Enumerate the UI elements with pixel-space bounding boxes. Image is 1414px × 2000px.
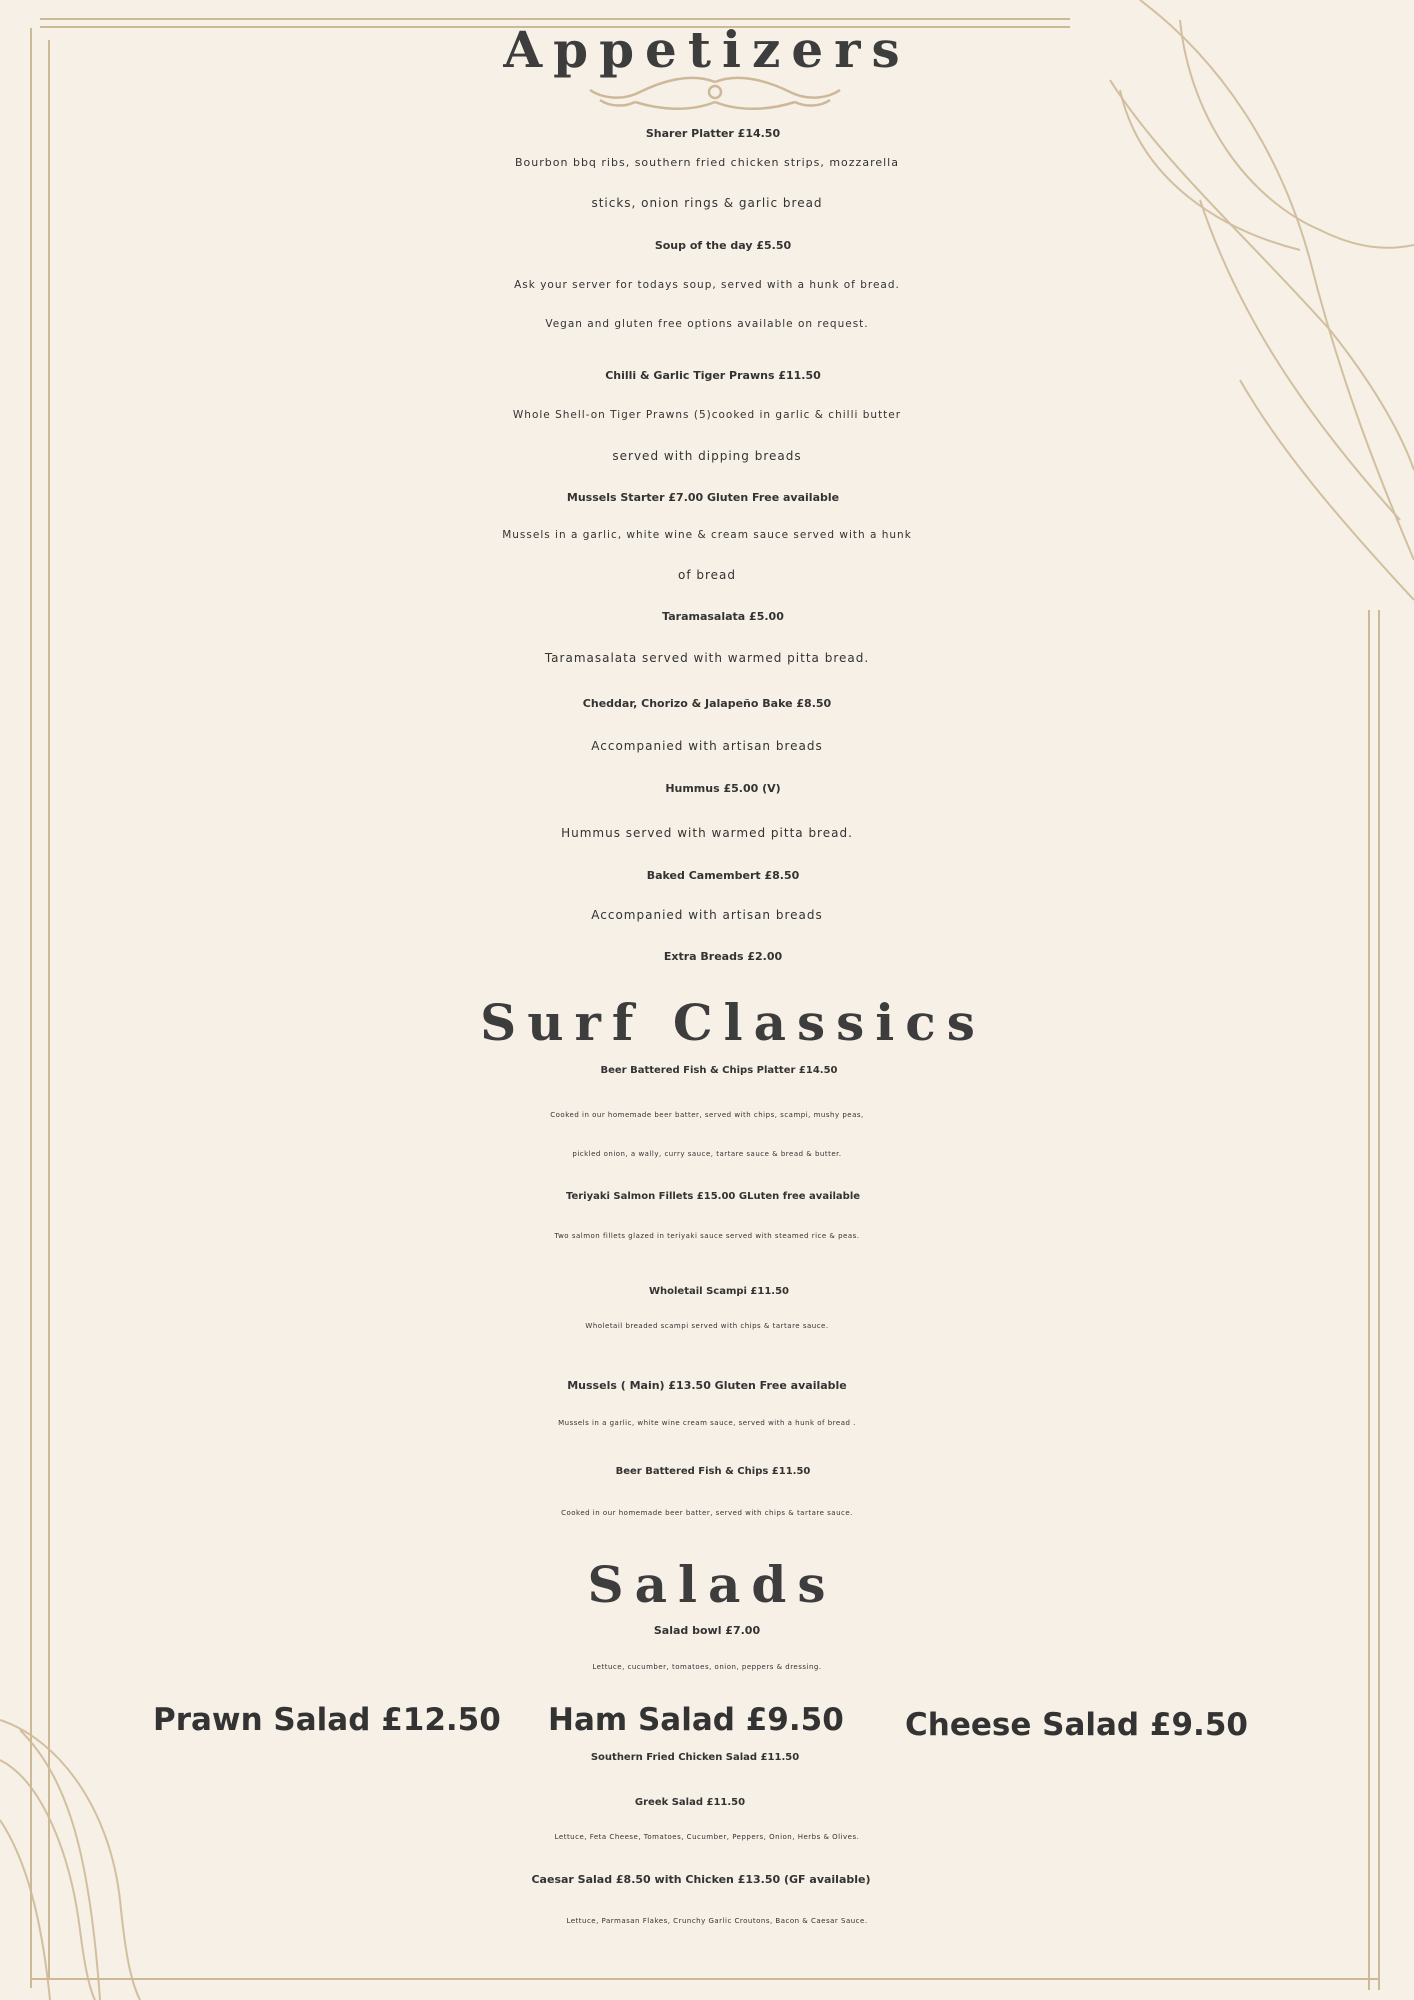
sharer-platter-desc-1: Bourbon bbq ribs, southern fried chicken strips, mozzarella	[515, 156, 899, 169]
chorizo-bake-title: Cheddar, Chorizo & Jalapeño Bake £8.50	[582, 697, 832, 710]
tiger-prawns-desc-1: Whole Shell-on Tiger Prawns (5)cooked in garlic & chilli butter	[512, 409, 902, 421]
soup-desc-2: Vegan and gluten free options available on request.	[545, 318, 869, 330]
surf-classics-heading: Surf Classics	[480, 993, 986, 1052]
leaf-decoration-top-right	[1100, 0, 1414, 620]
leaf-decoration-bottom-left	[0, 1700, 160, 2000]
extra-breads-title: Extra Breads £2.00	[663, 950, 783, 963]
hummus-desc: Hummus served with warmed pitta bread.	[561, 826, 853, 840]
taramasalata-title: Taramasalata £5.00	[662, 610, 784, 623]
caesar-salad-title: Caesar Salad £8.50 with Chicken £13.50 (GF available)	[531, 1873, 871, 1886]
chorizo-bake-desc: Accompanied with artisan breads	[591, 739, 823, 753]
salad-bowl-desc: Lettuce, cucumber, tomatoes, onion, peppers & dressing.	[592, 1663, 822, 1671]
camembert-title: Baked Camembert £8.50	[646, 869, 800, 882]
salads-heading: Salads	[587, 1555, 837, 1614]
greek-salad-desc: Lettuce, Feta Cheese, Tomatoes, Cucumber, Peppers, Onion, Herbs & Olives.	[554, 1833, 860, 1841]
sharer-platter-title: Sharer Platter £14.50	[645, 127, 781, 140]
ornament-flourish	[580, 72, 850, 122]
mussels-starter-title: Mussels Starter £7.00 Gluten Free available	[566, 491, 840, 504]
taramasalata-desc: Taramasalata served with warmed pitta bread.	[544, 651, 870, 665]
fish-chips-platter-title: Beer Battered Fish & Chips Platter £14.50	[600, 1065, 838, 1076]
teriyaki-salmon-desc: Two salmon fillets glazed in teriyaki sauce served with steamed rice & peas.	[554, 1232, 860, 1240]
fish-chips-platter-desc-1: Cooked in our homemade beer batter, served with chips, scampi, mushy peas,	[550, 1111, 864, 1119]
mussels-starter-desc-1: Mussels in a garlic, white wine & cream sauce served with a hunk	[502, 529, 912, 541]
cheese-salad-title: Cheese Salad £9.50	[905, 1707, 1248, 1743]
appetizers-heading: Appetizers	[503, 20, 911, 79]
mussels-main-desc: Mussels in a garlic, white wine cream sauce, served with a hunk of bread .	[558, 1419, 856, 1427]
fish-chips-desc: Cooked in our homemade beer batter, served with chips & tartare sauce.	[561, 1509, 853, 1517]
mussels-starter-desc-2: of bread	[677, 568, 737, 582]
wholetail-scampi-desc: Wholetail breaded scampi served with chips & tartare sauce.	[585, 1322, 829, 1330]
salad-bowl-title: Salad bowl £7.00	[653, 1624, 761, 1637]
prawn-salad-title: Prawn Salad £12.50	[153, 1702, 501, 1738]
soup-title: Soup of the day £5.50	[654, 239, 792, 252]
southern-fried-chicken-salad-title: Southern Fried Chicken Salad £11.50	[590, 1752, 800, 1763]
wholetail-scampi-title: Wholetail Scampi £11.50	[648, 1286, 790, 1297]
sharer-platter-desc-2: sticks, onion rings & garlic bread	[591, 196, 823, 210]
soup-desc-1: Ask your server for todays soup, served with a hunk of bread.	[514, 279, 900, 291]
greek-salad-title: Greek Salad £11.50	[634, 1797, 746, 1808]
fish-chips-platter-desc-2: pickled onion, a wally, curry sauce, tartare sauce & bread & butter.	[572, 1150, 842, 1158]
tiger-prawns-desc-2: served with dipping breads	[612, 449, 802, 463]
camembert-desc: Accompanied with artisan breads	[591, 908, 823, 922]
hummus-title: Hummus £5.00 (V)	[665, 782, 781, 795]
fish-chips-title: Beer Battered Fish & Chips £11.50	[615, 1466, 811, 1477]
teriyaki-salmon-title: Teriyaki Salmon Fillets £15.00 GLuten free available	[565, 1191, 861, 1202]
mussels-main-title: Mussels ( Main) £13.50 Gluten Free available	[567, 1379, 847, 1392]
ham-salad-title: Ham Salad £9.50	[548, 1702, 844, 1738]
caesar-salad-desc: Lettuce, Parmasan Flakes, Crunchy Garlic Croutons, Bacon & Caesar Sauce.	[566, 1917, 868, 1925]
tiger-prawns-title: Chilli & Garlic Tiger Prawns £11.50	[605, 369, 821, 382]
